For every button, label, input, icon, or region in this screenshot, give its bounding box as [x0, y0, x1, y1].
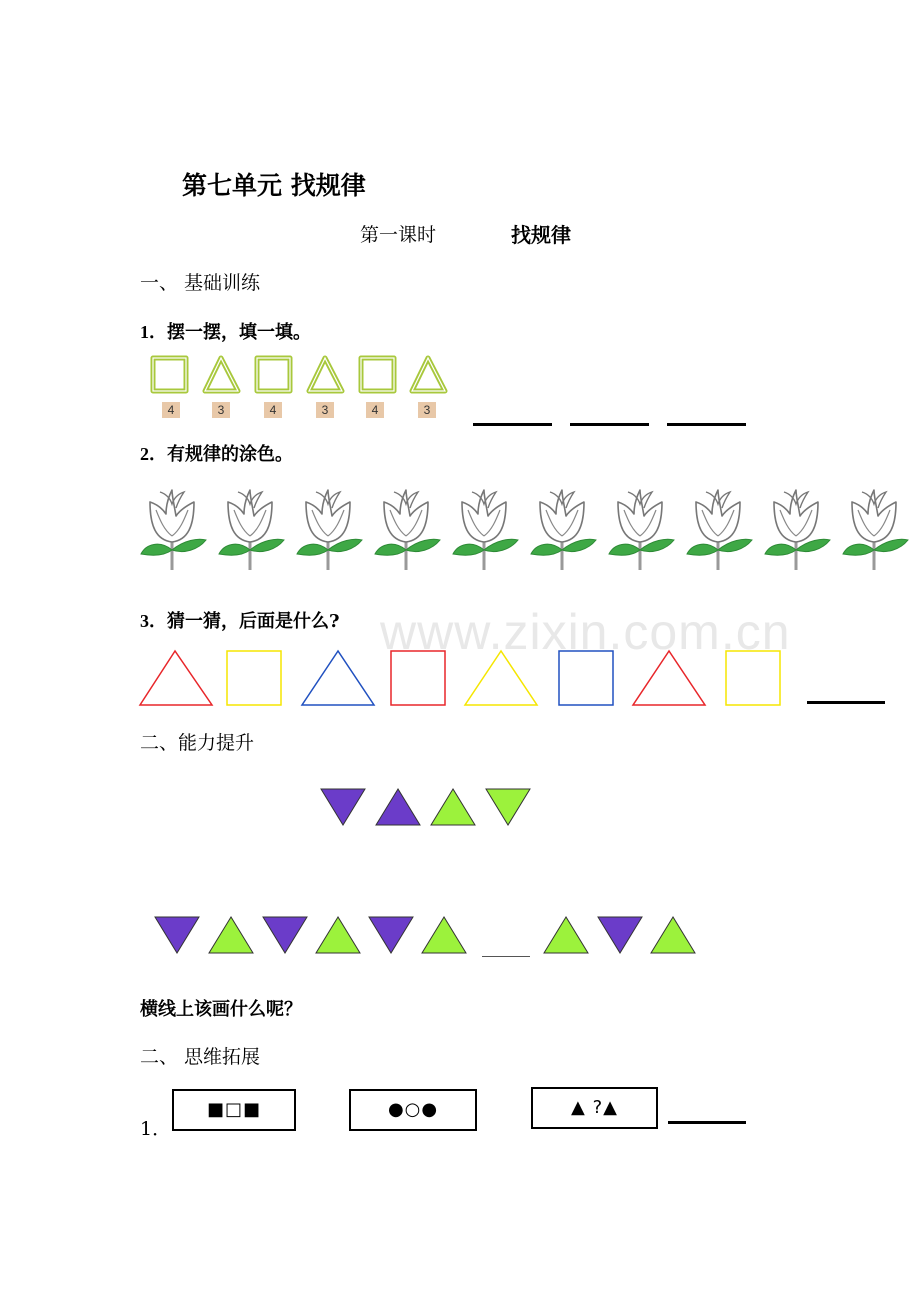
matchstick-square	[361, 358, 394, 391]
tulip-flower	[843, 490, 908, 570]
matchstick-square	[153, 358, 186, 391]
tulip-flower	[687, 490, 752, 570]
question-1	[140, 318, 311, 344]
pattern-box-triangles	[531, 1087, 658, 1129]
question-1-text: 摆一摆，填一填。	[167, 322, 311, 343]
question-4-number: 1．	[140, 1118, 172, 1140]
section-thinking: 二、 思维拓展	[140, 1046, 261, 1068]
tulip-flower	[297, 490, 362, 570]
tulip-flower	[531, 490, 596, 570]
stick-count-badge: 4	[264, 402, 282, 418]
purple-down-triangle	[598, 917, 642, 953]
green-down-triangle	[486, 789, 530, 825]
blue-square	[559, 651, 613, 705]
lesson-label: 第一课时	[360, 224, 437, 246]
purple-down-triangle	[321, 789, 365, 825]
matchstick-shapes	[145, 352, 455, 398]
tulip-flower	[765, 490, 830, 570]
lesson-topic: 找规律	[511, 223, 571, 247]
pattern-question	[152, 914, 702, 956]
answer-blank[interactable]	[668, 1121, 746, 1124]
answer-blank[interactable]	[667, 423, 746, 426]
stick-count-badge: 3	[212, 402, 230, 418]
red-triangle	[633, 651, 705, 705]
yellow-triangle	[465, 651, 537, 705]
green-up-triangle	[209, 917, 253, 953]
matchstick-square	[257, 358, 290, 391]
question-prompt: 横线上该画什么呢？	[140, 999, 302, 1020]
question-3-number: 3．	[140, 611, 167, 631]
tulip-flower	[375, 490, 440, 570]
green-up-triangle	[544, 917, 588, 953]
tulip-flower	[219, 490, 284, 570]
green-up-triangle	[651, 917, 695, 953]
watermark: www.zixin.com.cn	[380, 604, 791, 660]
answer-blank[interactable]	[473, 423, 552, 426]
question-2-number: 2．	[140, 444, 167, 464]
pattern-box-content: ●○●	[387, 1099, 439, 1120]
purple-down-triangle	[263, 917, 307, 953]
question-2-text: 有规律的涂色。	[167, 444, 293, 465]
pattern-box-content: ■□■	[206, 1099, 262, 1120]
pattern-box-circles	[349, 1089, 477, 1131]
tulip-flower	[141, 490, 206, 570]
blue-triangle	[302, 651, 374, 705]
pattern-box-content: ▲ ?▲	[571, 1097, 618, 1118]
tulip-flower	[453, 490, 518, 570]
yellow-square	[726, 651, 780, 705]
stick-count-badge: 4	[366, 402, 384, 418]
question-2	[140, 440, 293, 466]
purple-down-triangle	[155, 917, 199, 953]
stick-count-badge: 3	[316, 402, 334, 418]
answer-blank[interactable]	[482, 956, 530, 957]
question-3-text: 猜一猜，后面是什么?	[167, 611, 340, 632]
green-up-triangle	[422, 917, 466, 953]
page-title: 第七单元 找规律	[182, 171, 366, 200]
section-basic-training: 一、 基础训练	[140, 272, 261, 294]
stick-count-badge: 4	[162, 402, 180, 418]
answer-blank[interactable]	[807, 701, 885, 704]
green-up-triangle	[431, 789, 475, 825]
pattern-box-squares	[172, 1089, 296, 1131]
yellow-square	[227, 651, 281, 705]
matchstick-triangle	[309, 358, 342, 391]
matchstick-triangle	[412, 358, 445, 391]
stick-count-badge: 3	[418, 402, 436, 418]
tulip-flower	[609, 490, 674, 570]
purple-up-triangle	[376, 789, 420, 825]
tulip-row[interactable]	[138, 484, 920, 574]
green-up-triangle	[316, 917, 360, 953]
red-triangle	[140, 651, 212, 705]
question-1-number: 1．	[140, 322, 167, 342]
red-square	[391, 651, 445, 705]
pattern-demo	[318, 786, 534, 828]
matchstick-triangle	[205, 358, 238, 391]
question-3	[140, 607, 340, 633]
purple-down-triangle	[369, 917, 413, 953]
answer-blank[interactable]	[570, 423, 649, 426]
shape-sequence	[138, 648, 798, 710]
section-ability: 二、能力提升	[140, 732, 255, 754]
